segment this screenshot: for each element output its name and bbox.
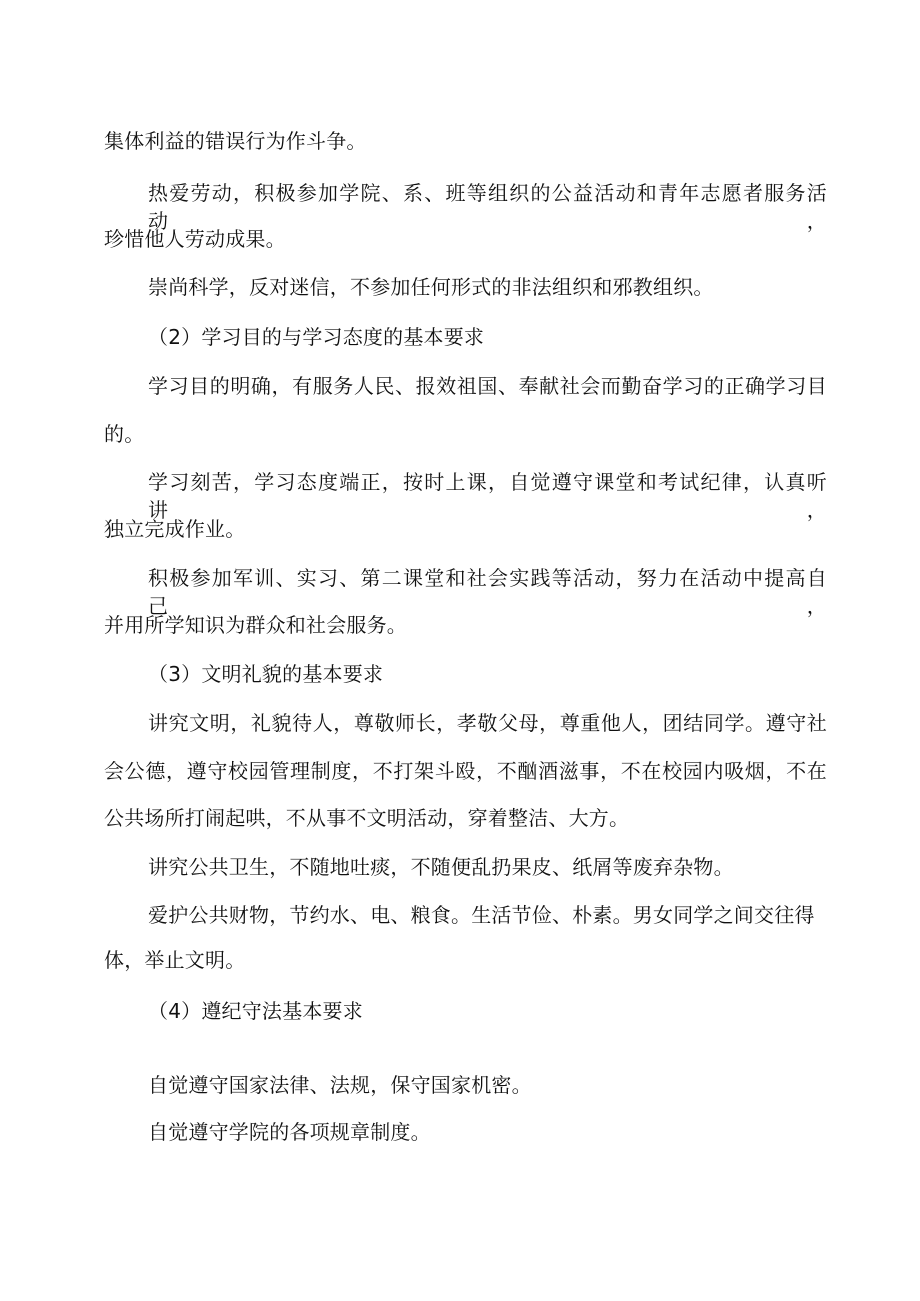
body-text-line: 热爱劳动，积极参加学院、系、班等组织的公益活动和青年志愿者服务活动，: [148, 181, 827, 233]
body-text-line: 自觉遵守国家法律、法规，保守国家机密。: [148, 1073, 532, 1097]
body-text-line: 公共场所打闹起哄，不从事不文明活动，穿着整洁、大方。: [104, 806, 630, 830]
body-text-line: 独立完成作业。: [104, 517, 246, 541]
body-text-line: 的。: [104, 422, 145, 446]
body-text-line: 并用所学知识为群众和社会服务。: [104, 613, 407, 637]
body-text-line: 珍惜他人劳动成果。: [104, 227, 286, 251]
body-text-line: 会公德，遵守校园管理制度，不打架斗殴，不酗酒滋事，不在校园内吸烟，不在: [104, 759, 827, 783]
body-text-line: 讲究文明，礼貌待人，尊敬师长，孝敬父母，尊重他人，团结同学。遵守社: [148, 711, 827, 735]
section-heading: （4）遵纪守法基本要求: [148, 999, 363, 1023]
section-heading: （2）学习目的与学习态度的基本要求: [148, 325, 485, 349]
body-text-line: 体，举止文明。: [104, 948, 246, 972]
body-text-line: 学习目的明确，有服务人民、报效祖国、奉献社会而勤奋学习的正确学习目: [148, 374, 827, 398]
body-text-line: 集体利益的错误行为作斗争。: [104, 129, 367, 153]
body-text-line: 讲究公共卫生，不随地吐痰，不随便乱扔果皮、纸屑等废弃杂物。: [148, 855, 734, 879]
body-text-line: 积极参加军训、实习、第二课堂和社会实践等活动，努力在活动中提高自己，: [148, 566, 827, 618]
section-heading: （3）文明礼貌的基本要求: [148, 662, 384, 686]
body-text-line: 崇尚科学，反对迷信，不参加任何形式的非法组织和邪教组织。: [148, 275, 714, 299]
body-text-line: 自觉遵守学院的各项规章制度。: [148, 1120, 431, 1144]
body-text-line: 爱护公共财物，节约水、电、粮食。生活节俭、朴素。男女同学之间交往得: [148, 903, 815, 927]
body-text-line: 学习刻苦，学习态度端正，按时上课，自觉遵守课堂和考试纪律，认真听讲，: [148, 470, 827, 522]
